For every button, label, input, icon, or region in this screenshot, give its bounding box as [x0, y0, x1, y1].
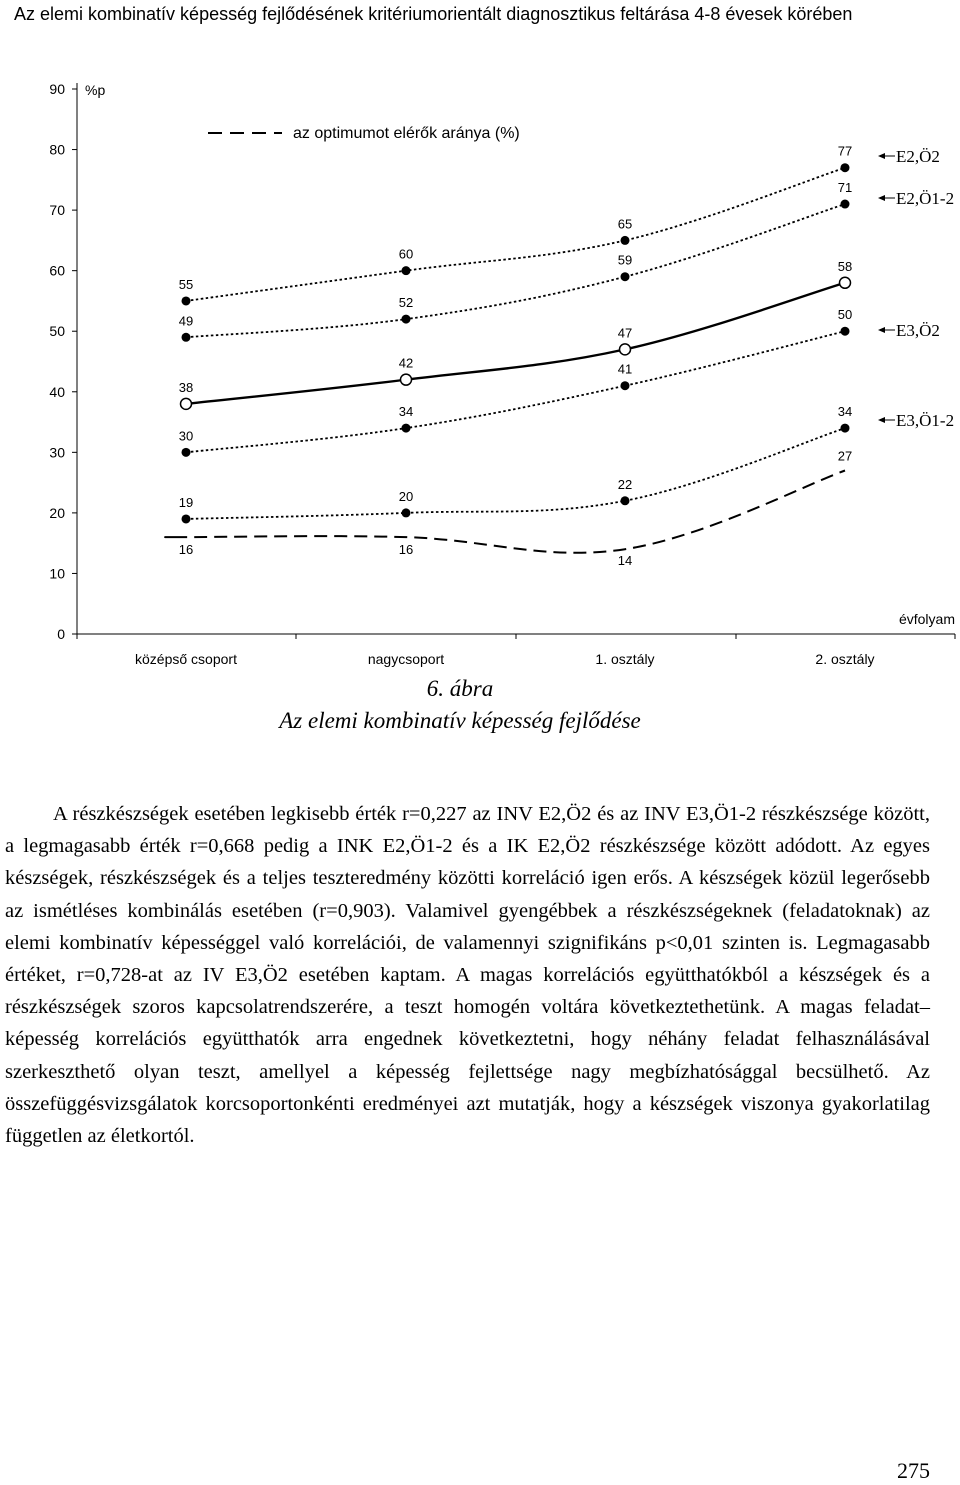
page-number: 275 — [897, 1458, 930, 1483]
data-point — [182, 333, 191, 342]
series-name-label: E2,Ö2 — [896, 147, 940, 166]
data-label: 19 — [178, 494, 194, 510]
series-arrowhead — [878, 153, 885, 159]
data-label: 52 — [398, 295, 414, 311]
data-label: 50 — [837, 307, 853, 323]
y-tick-label: 40 — [49, 383, 65, 400]
series-line — [186, 204, 845, 337]
data-point — [621, 496, 630, 505]
x-tick-label: 1. osztály — [595, 651, 655, 667]
series-line — [186, 168, 845, 301]
data-label: 20 — [398, 488, 414, 504]
data-point — [621, 236, 630, 245]
series-line — [186, 428, 845, 519]
line-chart — [0, 0, 960, 680]
data-point — [182, 448, 191, 457]
chart-axes — [49, 81, 955, 667]
y-tick-label: 70 — [49, 202, 65, 219]
x-axis-label: évfolyam — [898, 611, 955, 627]
data-label: 47 — [617, 325, 633, 341]
data-point — [841, 424, 850, 433]
series-group — [179, 259, 852, 410]
x-tick-label: középső csoport — [135, 651, 237, 667]
data-point — [181, 398, 192, 409]
series-name-label: E2,Ö1-2 — [896, 189, 955, 208]
paragraph-text: A részkészségek esetében legkisebb érték r=0,227 az INV E2,Ö2 és az INV E3,Ö1-2 részkészsége között, a legmagasabb érték r=0,668 pedig a INK E2,Ö1-2 és a IK E2,Ö2 részkészsége között adódott. Az egyes készségek, részkészségek és a teljes teszteredmény közötti korreláció igen erős. A készségek közül legerősebb az ismétléses kombinálás esetében (r=0,903). Valamivel gyengébbek a részkészségeknek (feladatoknak) az elemi kombinatív képességgel való korrelációi, de valamennyi szignifikáns p<0,01 szinten is. Legmagasabb értéket, r=0,728-at az IV E3,Ö2 esetében kaptam. A magas korrelációs együtthatókból a készségek és a részkészségek szoros kapcsolatrendszerére, a teszt homogén voltára következtethetünk. A magas feladat–képesség korrelációs együtthatók arra engednek következtetni, hogy néhány feladat felhasználásával szerkeszthető olyan teszt, amellyel a képesség fejlettsége nagy megbízhatósággal becsülhető. Az összefüggésvizsgálatok korcsoportonkénti eredményei azt mutatják, hogy a készségek viszonya gyakorlatilag független az életkortól. — [5, 803, 930, 1148]
data-point — [840, 277, 851, 288]
series-arrowhead — [878, 417, 885, 423]
data-label: 42 — [398, 355, 414, 371]
y-tick-label: 90 — [49, 81, 65, 97]
data-label: 16 — [398, 542, 414, 558]
data-point — [841, 163, 850, 172]
data-label: 34 — [398, 404, 414, 420]
data-point — [841, 327, 850, 336]
data-label: 58 — [837, 258, 853, 274]
data-point — [401, 374, 412, 385]
x-tick-label: 2. osztály — [815, 651, 875, 667]
y-tick-label: 0 — [57, 626, 65, 642]
data-label: 65 — [617, 216, 633, 232]
series-group — [179, 404, 954, 523]
data-label: 30 — [178, 428, 194, 444]
data-label: 71 — [837, 180, 853, 196]
data-label: 77 — [837, 143, 853, 159]
data-label: 34 — [837, 404, 853, 420]
data-label: 41 — [617, 361, 633, 377]
y-tick-label: 80 — [49, 141, 65, 158]
y-tick-label: 50 — [49, 323, 65, 340]
data-label: 38 — [178, 379, 194, 395]
series-group — [179, 144, 940, 306]
y-tick-label: 20 — [49, 504, 65, 521]
series-line — [186, 331, 845, 452]
data-label: 60 — [398, 246, 414, 262]
data-label: 55 — [178, 276, 194, 292]
data-label: 22 — [617, 476, 633, 492]
series-arrowhead — [878, 327, 885, 333]
body-paragraph — [5, 798, 930, 1152]
series-name-label: E3,Ö1-2 — [896, 411, 955, 430]
series-arrowhead — [878, 195, 885, 201]
data-label: 14 — [617, 553, 633, 569]
data-point — [402, 315, 411, 324]
y-axis-label: %p — [85, 82, 106, 98]
data-point — [402, 424, 411, 433]
data-label: 49 — [178, 313, 194, 329]
figure-title: Az elemi kombinatív képesség fejlődése — [279, 708, 641, 733]
legend-text: az optimumot elérők aránya (%) — [293, 125, 520, 142]
running-header: Az elemi kombinatív képesség fejlődésének kritériumorientált diagnosztikus feltárása 4-8 évesek körében — [14, 4, 853, 24]
data-point — [182, 514, 191, 523]
data-point — [182, 296, 191, 305]
chart-series — [165, 144, 954, 569]
data-point — [621, 272, 630, 281]
figure-number: 6. ábra — [426, 676, 494, 701]
data-point — [621, 381, 630, 390]
chart-legend — [208, 125, 520, 142]
data-point — [402, 266, 411, 275]
x-tick-label: nagycsoport — [367, 651, 445, 667]
series-line — [165, 471, 845, 553]
data-label: 59 — [617, 252, 633, 268]
data-point — [841, 200, 850, 209]
y-tick-label: 10 — [49, 565, 65, 582]
data-point — [402, 508, 411, 517]
data-label: 16 — [178, 542, 194, 558]
series-group — [165, 449, 852, 569]
data-point — [620, 344, 631, 355]
y-tick-label: 60 — [49, 262, 65, 279]
data-label: 27 — [837, 448, 853, 464]
series-name-label: E3,Ö2 — [896, 321, 940, 340]
y-tick-label: 30 — [49, 444, 65, 461]
